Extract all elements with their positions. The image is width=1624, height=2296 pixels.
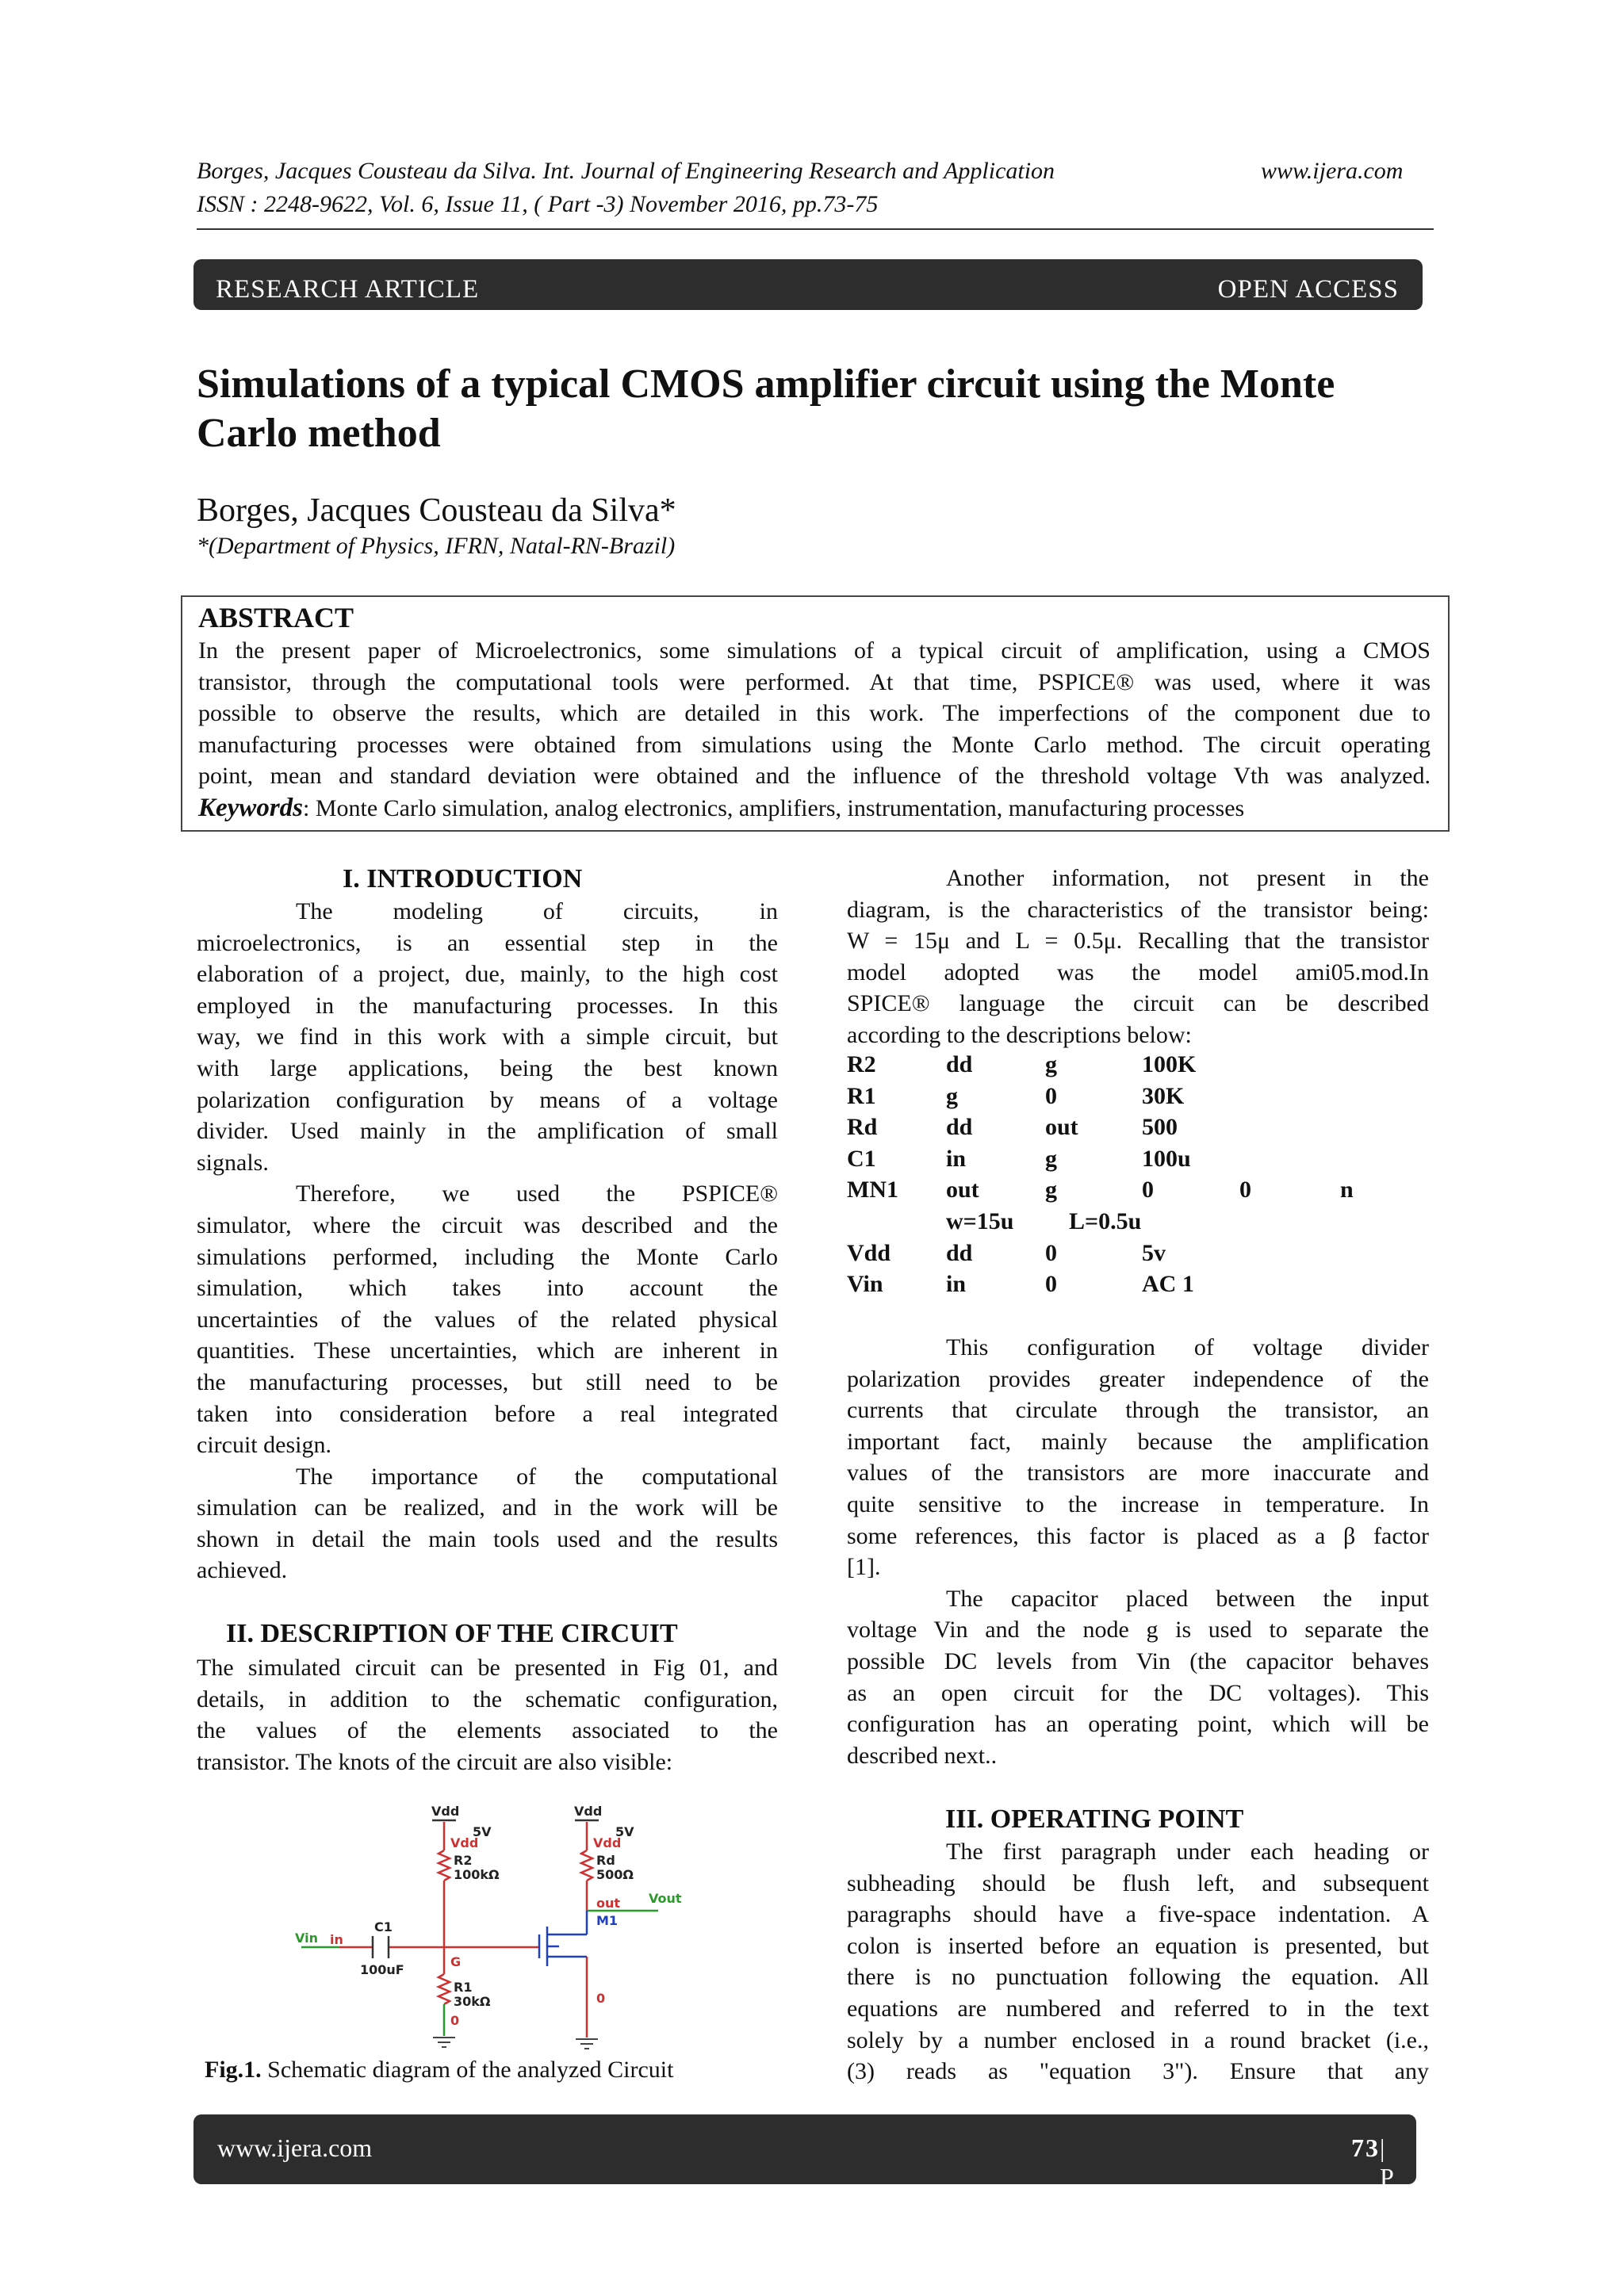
figure-caption xyxy=(205,2057,673,2084)
vout-label: Vout xyxy=(649,1891,682,1906)
circuit-green-wires xyxy=(301,1911,658,2036)
text-line: the manufacturing processes, but still need to be xyxy=(197,1368,778,1395)
netlist-cell: g xyxy=(1045,1145,1057,1172)
c1-value: 100uF xyxy=(360,1962,404,1977)
text-line: circuit design. xyxy=(197,1432,331,1459)
ground-symbols xyxy=(433,2038,598,2049)
text-line: elaboration of a project, due, mainly, to the high cost xyxy=(197,961,778,988)
text-line: shown in detail the main tools used and the results xyxy=(197,1525,778,1552)
netlist-cell: 5v xyxy=(1142,1239,1166,1266)
text-line: as an open circuit for the DC voltages). This xyxy=(847,1679,1429,1706)
footer-bar xyxy=(193,2114,1416,2279)
netlist-cell: g xyxy=(1045,1177,1057,1203)
netlist-cell: C1 xyxy=(847,1145,876,1172)
text-line: Therefore, we used the PSPICE® xyxy=(296,1181,778,1207)
text-line: employed in the manufacturing processes. In this xyxy=(197,992,778,1019)
text-line: [1]. xyxy=(847,1554,881,1581)
paper-title xyxy=(197,360,1465,458)
rd-value: 500Ω xyxy=(596,1867,634,1882)
netlist-cell: dd xyxy=(946,1114,973,1141)
netlist-cell: g xyxy=(1045,1051,1057,1077)
text-line: polarization provides greater independence of the xyxy=(847,1365,1429,1392)
text-line: described next.. xyxy=(847,1742,998,1769)
figure-caption-text: Schematic diagram of the analyzed Circuit xyxy=(261,2057,674,2083)
text-line: uncertainties of the values of the related physical xyxy=(197,1306,778,1333)
abstract-line: transistor, through the computational tools were performed. At that time, PSPICE® was used, where it was xyxy=(198,668,1431,695)
text-line: W = 15μ and L = 0.5μ. Recalling that the transistor xyxy=(847,928,1429,955)
netlist-cell: 0 xyxy=(1045,1239,1057,1266)
voltage-label: 5V xyxy=(615,1824,634,1839)
text-line: This configuration of voltage divider xyxy=(946,1334,1429,1360)
text-line: simulation can be realized, and in the work will be xyxy=(197,1494,778,1521)
vin-label: Vin xyxy=(295,1931,318,1946)
text-line: The modeling of circuits, in xyxy=(296,898,778,924)
section-heading-introduction: I. INTRODUCTION xyxy=(343,864,583,894)
page-num: 73 xyxy=(1351,2133,1380,2162)
text-line: microelectronics, is an essential step in the xyxy=(197,929,778,956)
text-line: model adopted was the model ami05.mod.In xyxy=(847,959,1429,985)
text-line: colon is inserted before an equation is presented, but xyxy=(847,1932,1429,1959)
text-line: values of the transistors are more inaccurate and xyxy=(847,1460,1429,1487)
netlist-cell: out xyxy=(1045,1114,1078,1141)
title-line: Carlo method xyxy=(197,411,441,456)
text-line: Another information, not present in the xyxy=(946,865,1429,891)
node-label: Vdd xyxy=(593,1835,622,1850)
issn-line: ISSN : 2248-9622, Vol. 6, Issue 11, ( Part -3) November 2016, pp.73-75 xyxy=(197,191,879,217)
netlist-cell: 0 xyxy=(1142,1177,1154,1203)
m1-label: M1 xyxy=(596,1913,619,1928)
text-line: subheading should be flush left, and subsequent xyxy=(847,1869,1429,1896)
r1-value: 30kΩ xyxy=(454,1994,491,2009)
right-paragraph-2 xyxy=(847,1332,1429,1771)
netlist-cell: 500 xyxy=(1142,1114,1178,1141)
abstract-content xyxy=(198,600,1431,825)
text-line: polarization configuration by means of a voltage xyxy=(197,1086,778,1113)
netlist-cell: g xyxy=(946,1082,958,1109)
affiliation: *(Department of Physics, IFRN, Natal-RN-Brazil) xyxy=(197,533,676,559)
netlist-cell: R2 xyxy=(847,1051,876,1077)
text-line: solely by a number enclosed in a round bracket (i.e., xyxy=(847,2026,1429,2053)
text-line: equations are numbered and referred to in the text xyxy=(847,1995,1429,2022)
netlist-cell: n xyxy=(1340,1177,1354,1203)
header-rule xyxy=(197,228,1434,230)
page-number xyxy=(1351,2133,1395,2279)
text-line: The importance of the computational xyxy=(296,1463,778,1490)
netlist-cell: 0 xyxy=(1239,1177,1251,1203)
r1-label: R1 xyxy=(454,1980,473,1995)
text-line: quantities. These uncertainties, which are inherent in xyxy=(197,1337,778,1364)
netlist-cell: in xyxy=(946,1145,967,1172)
r2-label: R2 xyxy=(454,1853,473,1868)
in-node-label: in xyxy=(330,1932,343,1947)
ground-node-label: 0 xyxy=(450,2013,460,2028)
circuit-labels xyxy=(295,1804,682,2028)
text-line: The first paragraph under each heading or xyxy=(946,1839,1429,1865)
text-line: important fact, mainly because the amplification xyxy=(847,1428,1429,1455)
journal-website[interactable]: www.ijera.com xyxy=(1261,158,1404,184)
text-line: some references, this factor is placed as a β factor xyxy=(847,1522,1429,1549)
section-heading-operating-point: III. OPERATING POINT xyxy=(945,1804,1244,1834)
text-line: details, in addition to the schematic configuration, xyxy=(197,1686,778,1712)
keywords-text: : Monte Carlo simulation, analog electronics, amplifiers, instrumentation, manufacturing processes xyxy=(303,794,1245,821)
figure-label: Fig.1. xyxy=(205,2057,262,2083)
right-paragraph-1 xyxy=(847,863,1429,1051)
ground-node-label: 0 xyxy=(596,1991,606,2006)
netlist-cell: L=0.5u xyxy=(1069,1208,1142,1234)
netlist-cell: in xyxy=(946,1271,967,1298)
research-article-label: RESEARCH ARTICLE xyxy=(216,275,480,304)
footer-website[interactable]: www.ijera.com xyxy=(217,2133,373,2162)
keywords-line xyxy=(198,792,1431,825)
journal-citation: Borges, Jacques Cousteau da Silva. Int. Journal of Engineering Research and Application xyxy=(197,158,1055,184)
text-line: simulations performed, including the Monte Carlo xyxy=(197,1243,778,1270)
text-line: signals. xyxy=(197,1149,269,1176)
text-line: The capacitor placed between the input xyxy=(946,1585,1429,1612)
keywords-label: Keywords xyxy=(198,793,303,822)
c1-label: C1 xyxy=(374,1919,393,1934)
abstract-line: manufacturing processes were obtained from simulations using the Monte Carlo method. The circuit operating xyxy=(198,731,1431,758)
netlist-cell: 30K xyxy=(1142,1082,1185,1109)
author: Borges, Jacques Cousteau da Silva* xyxy=(197,492,676,529)
netlist-cell: dd xyxy=(946,1239,973,1266)
abstract-line: point, mean and standard deviation were obtained and the influence of the threshold voltage Vth was analyzed. xyxy=(198,763,1431,790)
spice-netlist xyxy=(847,1051,1429,1305)
text-line: configuration has an operating point, which will be xyxy=(847,1711,1429,1738)
netlist-cell: w=15u xyxy=(946,1208,1014,1234)
circuit-schematic xyxy=(285,1800,706,2053)
text-line: SPICE® language the circuit can be described xyxy=(847,990,1429,1017)
abstract-box xyxy=(181,595,1450,832)
text-line: with large applications, being the best known xyxy=(197,1054,778,1081)
text-line: according to the descriptions below: xyxy=(847,1021,1192,1048)
text-line: paragraphs should have a five-space indentation. A xyxy=(847,1901,1429,1928)
text-line: simulation, which takes into account the xyxy=(197,1275,778,1302)
text-line: (3) reads as "equation 3"). Ensure that any xyxy=(847,2058,1429,2085)
voltage-label: 5V xyxy=(473,1824,492,1839)
description-paragraph xyxy=(197,1652,778,1777)
netlist-cell: Rd xyxy=(847,1114,878,1141)
g-node-label: G xyxy=(450,1954,462,1969)
netlist-cell: out xyxy=(946,1177,979,1203)
open-access-label: OPEN ACCESS xyxy=(1217,275,1399,304)
text-line: way, we find in this work with a simple circuit, but xyxy=(197,1024,778,1050)
rd-label: Rd xyxy=(596,1853,615,1868)
netlist-cell: AC 1 xyxy=(1142,1271,1194,1298)
text-line: diagram, is the characteristics of the transistor being: xyxy=(847,896,1429,923)
netlist-cell: R1 xyxy=(847,1082,876,1109)
node-label: Vdd xyxy=(450,1835,479,1850)
operating-point-paragraph xyxy=(847,1836,1429,2087)
text-line: possible DC levels from Vin (the capacitor behaves xyxy=(847,1647,1429,1674)
out-node-label: out xyxy=(596,1896,621,1911)
text-line: simulator, where the circuit was described and the xyxy=(197,1211,778,1238)
text-line: currents that circulate through the transistor, an xyxy=(847,1397,1429,1424)
text-line: quite sensitive to the increase in temperature. In xyxy=(847,1490,1429,1517)
netlist-cell: MN1 xyxy=(847,1177,898,1203)
netlist-cell: 100K xyxy=(1142,1051,1197,1077)
text-line: the values of the elements associated to the xyxy=(197,1717,778,1744)
title-line: Simulations of a typical CMOS amplifier circuit using the Monte xyxy=(197,362,1335,407)
netlist-cell: Vdd xyxy=(847,1239,891,1266)
vdd-label: Vdd xyxy=(574,1804,603,1819)
netlist-cell: 0 xyxy=(1045,1082,1057,1109)
vdd-label: Vdd xyxy=(431,1804,460,1819)
article-type-banner xyxy=(193,259,1423,310)
text-line: transistor. The knots of the circuit are also visible: xyxy=(197,1748,673,1775)
text-line: voltage Vin and the node g is used to separate the xyxy=(847,1617,1429,1644)
section-heading-description: II. DESCRIPTION OF THE CIRCUIT xyxy=(226,1619,678,1648)
abstract-heading: ABSTRACT xyxy=(198,602,354,633)
intro-paragraph-1 xyxy=(197,896,778,1586)
mosfet-symbol xyxy=(539,1911,587,1966)
text-line: taken into consideration before a real integrated xyxy=(197,1400,778,1427)
text-line: achieved. xyxy=(197,1557,288,1584)
abstract-line: In the present paper of Microelectronics, some simulations of a typical circuit of amplification, using a CMOS xyxy=(198,637,1431,664)
abstract-line: possible to observe the results, which are detailed in this work. The imperfections of the component due to xyxy=(198,700,1431,727)
netlist-cell: dd xyxy=(946,1051,973,1077)
text-line: divider. Used mainly in the amplification of small xyxy=(197,1118,778,1145)
netlist-cell: Vin xyxy=(847,1271,883,1298)
r2-value: 100kΩ xyxy=(454,1867,500,1882)
netlist-cell: 0 xyxy=(1045,1271,1057,1298)
text-line: there is no punctuation following the equation. All xyxy=(847,1964,1429,1991)
text-line: The simulated circuit can be presented in Fig 01, and xyxy=(197,1655,778,1681)
page-label: | P a g e xyxy=(1380,2133,1395,2279)
capacitor-symbol xyxy=(373,1936,389,1958)
netlist-cell: 100u xyxy=(1142,1145,1191,1172)
